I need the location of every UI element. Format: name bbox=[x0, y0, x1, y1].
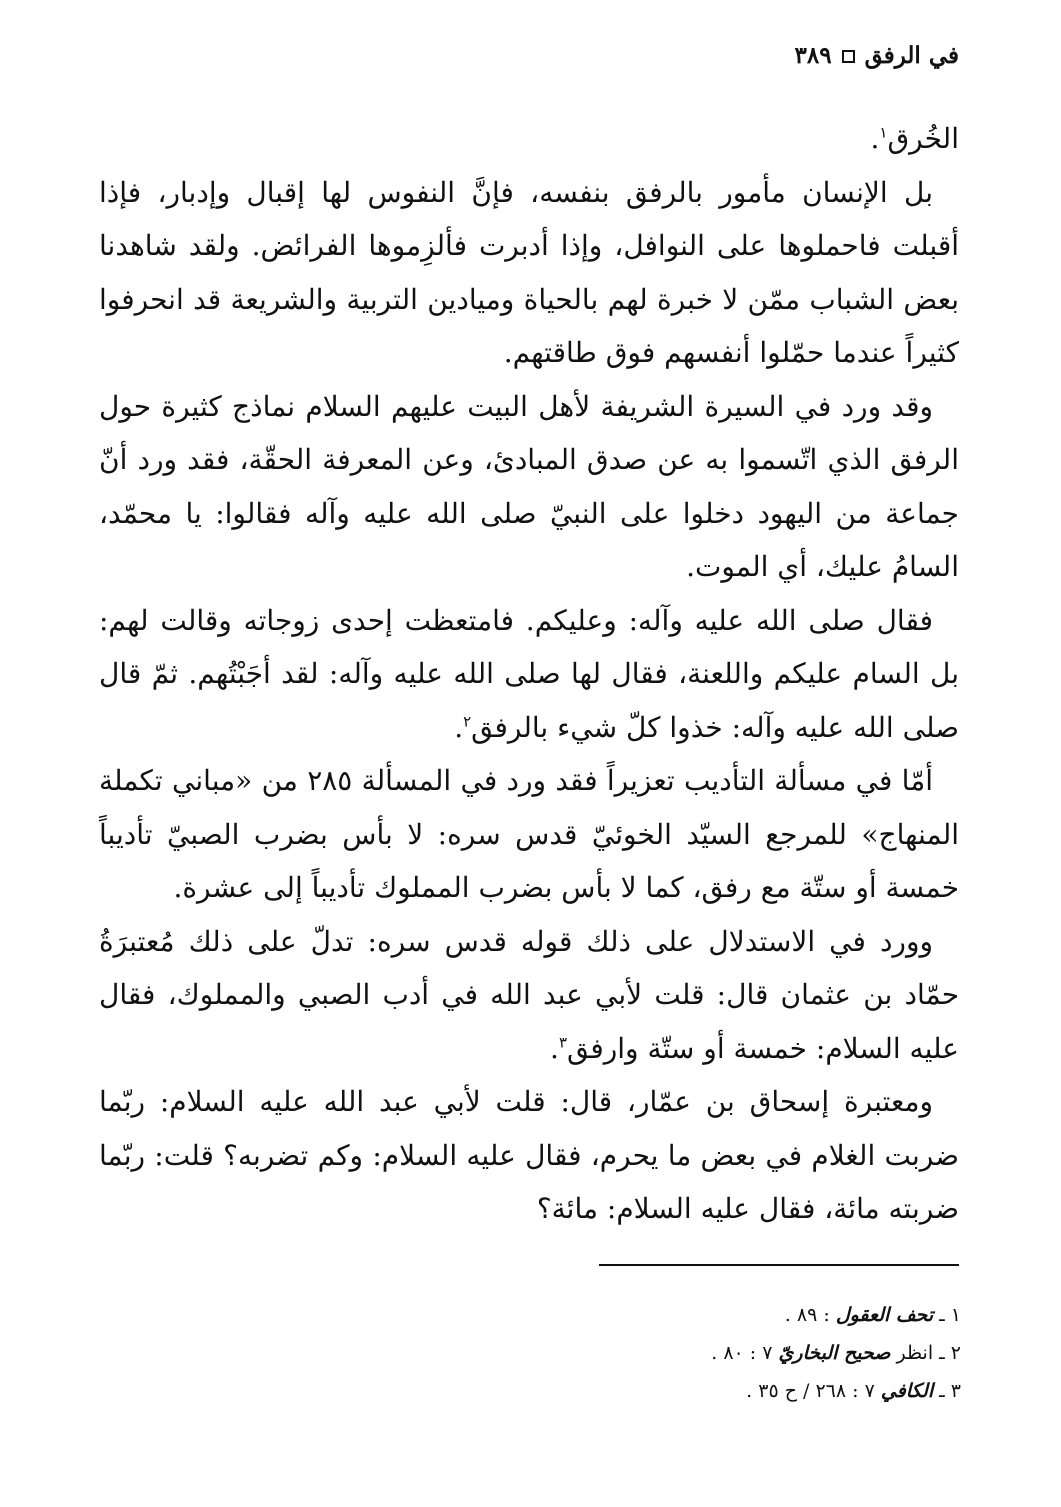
section-title: في الرفق bbox=[864, 42, 959, 69]
footnote-source: تحف العقول bbox=[835, 1304, 934, 1326]
page-number: ٣٨٩ bbox=[794, 42, 832, 69]
paragraph: وقد ورد في السيرة الشريفة لأهل البيت عليهم السلام نماذج كثيرة حول الرفق الذي اتّسموا به عن صدق المبادئ، وعن المعرفة الحقّة، فقد ورد أنّ جماعة من اليهود دخلوا على النبيّ صلى الله عليه وآله فقالوا: يا محمّد، السامُ عليك، أي الموت. bbox=[99, 389, 959, 583]
footnote-divider bbox=[599, 1264, 959, 1266]
footnote-item: ١ ـ تحف العقول : ٨٩ . bbox=[784, 1304, 961, 1326]
paragraph: ومعتبرة إسحاق بن عمّار، قال: قلت لأبي عبد الله عليه السلام: ربّما ضربت الغلام في بعض ما يحرم، فقال عليه السلام: وكم تضربه؟ قلت: ربّما ضربته مائة، فقال عليه السلام: مائة؟ bbox=[99, 1085, 959, 1225]
footnote-ref[interactable]: ١ bbox=[879, 123, 888, 142]
running-header bbox=[795, 42, 960, 69]
body-text bbox=[99, 112, 959, 1236]
footnote-source: الكافي bbox=[880, 1380, 934, 1402]
footnote-item: ٣ ـ الكافي ٧ : ٢٦٨ / ح ٣٥ . bbox=[746, 1380, 961, 1402]
paragraph: بل الإنسان مأمور بالرفق بنفسه، فإنَّ النفوس لها إقبال وإدبار، فإذا أقبلت فاحملوها على النوافل، وإذا أدبرت فألزِموها الفرائض. ولقد شاهدنا بعض الشباب ممّن لا خبرة لهم بالحياة وميادين التربية والشريعة قد انحرفوا كثيراً عندما حمّلوا أنفسهم فوق طاقتهم. bbox=[99, 175, 959, 369]
footnote-ref[interactable]: ٣ bbox=[558, 1033, 568, 1052]
square-ornament-icon bbox=[842, 50, 855, 63]
paragraph: وورد في الاستدلال على ذلك قوله قدس سره: تدلّ على ذلك مُعتبرَةُ حمّاد بن عثمان قال: قلت لأبي عبد الله في أدب الصبي والمملوك، فقال عليه السلام: خمسة أو ستّة وارفق$^٣$. bbox=[99, 924, 959, 1065]
footnotes bbox=[541, 1296, 961, 1410]
footnote-item: ٢ ـ انظر صحيح البخاريّ ٧ : ٨٠ . bbox=[711, 1342, 961, 1364]
footnote-source: صحيح البخاريّ bbox=[778, 1342, 891, 1364]
paragraph: أمّا في مسألة التأديب تعزيراً فقد ورد في المسألة ٢٨٥ من «مباني تكملة المنهاج» للمرجع السيّد الخوئيّ قدس سره: لا بأس بضرب الصبيّ تأديباً خمسة أو ستّة مع رفق، كما لا بأس بضرب المملوك تأديباً إلى عشرة. bbox=[99, 764, 959, 904]
paragraph: الخُرق$^١$. bbox=[870, 122, 959, 155]
paragraph: فقال صلى الله عليه وآله: وعليكم. فامتعظت إحدى زوجاته وقالت لهم: بل السام عليكم واللعنة، فقال لها صلى الله عليه وآله: لقد أجَبْتُهم. ثمّ قال صلى الله عليه وآله: خذوا كلّ شيء بالرفق$^٢$. bbox=[99, 603, 959, 744]
footnote-ref[interactable]: ٢ bbox=[463, 712, 472, 731]
